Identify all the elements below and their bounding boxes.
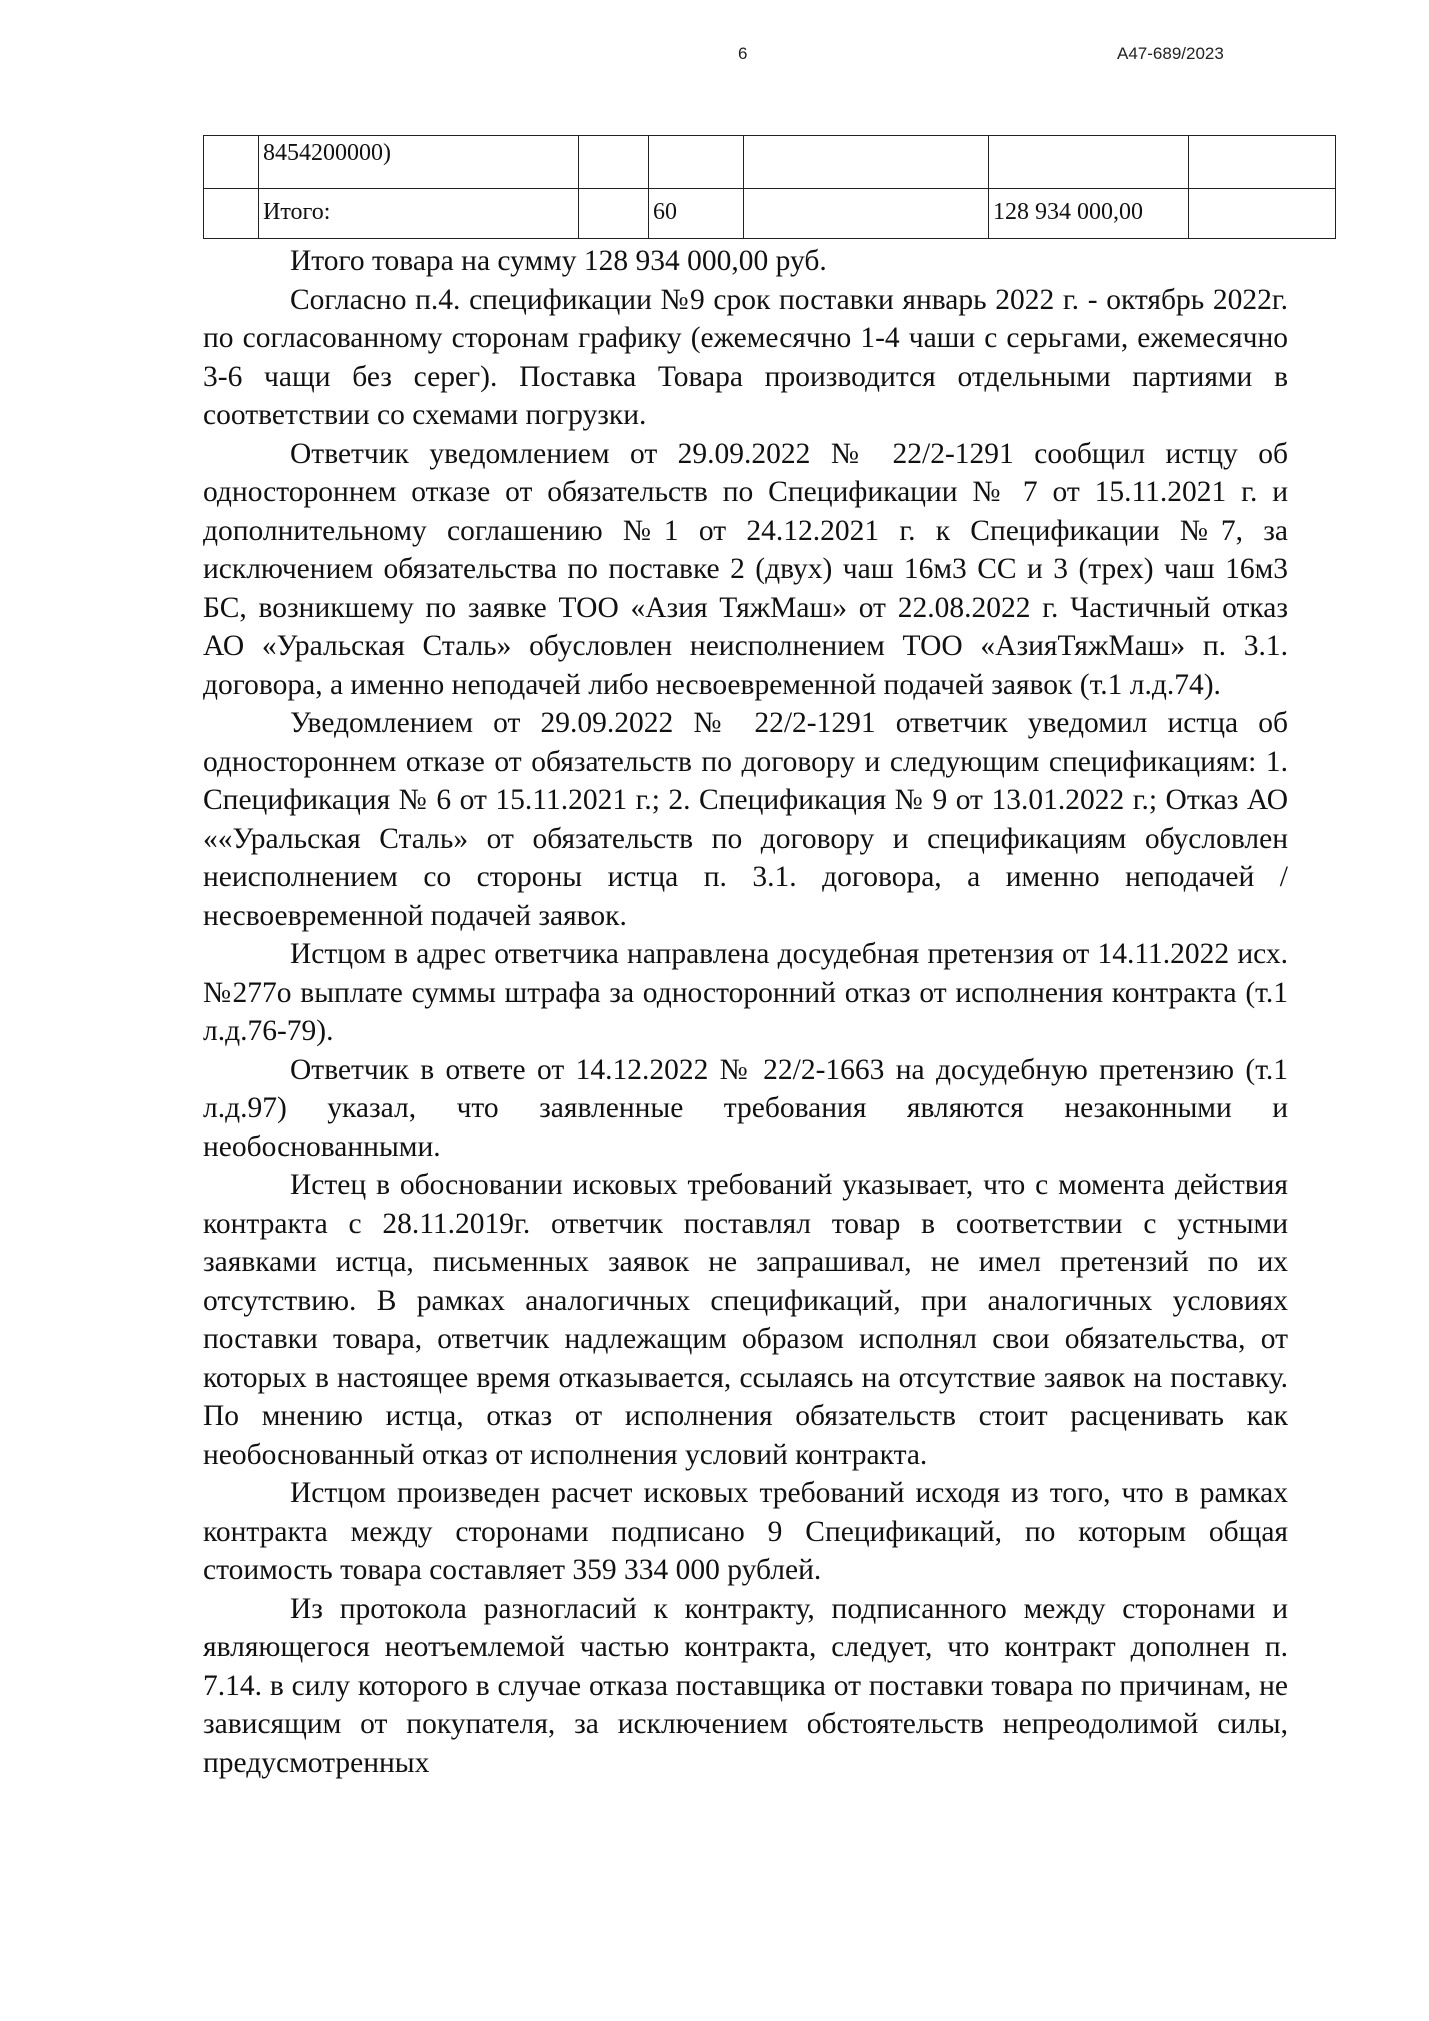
table-cell	[1189, 189, 1336, 239]
table-cell	[744, 136, 989, 189]
table-cell	[1189, 136, 1336, 189]
page-number: 6	[738, 44, 748, 63]
paragraph-protocol-disagreements: Из протокола разногласий к контракту, подписанного между сторонами и являющегося неотъемлемой частью контракта, следует, что контракт дополнен п. 7.14. в силу которого в случае отказа поставщика от поставки товара по причинам, не зависящим от покупателя, за исключением обстоятельств непреодолимой силы, предусмотренных	[203, 1592, 1288, 1779]
paragraph-specification-9: Согласно п.4. спецификации №9 срок поставки январь 2022 г. - октябрь 2022г. по согласованному сторонам графику (ежемесячно 1-4 чаши с серьгами, ежемесячно 3-6 чащи без серег). Поставка Товара производится отдельными партиями в соответствии со схемами погрузки.	[203, 283, 1288, 431]
table-cell: 8454200000)	[259, 136, 579, 189]
table-cell	[204, 136, 259, 189]
paragraph-partial-refusal: Ответчик уведомлением от 29.09.2022 № 22/2-1291 сообщил истцу об одностороннем отказе от обязательств по Спецификации № 7 от 15.11.2021 г. и дополнительному соглашению №1 от 24.12.2021 г. к Спецификации №7, за исключением обязательства по поставке 2 (двух) чаш 16м3 СС и 3 (трех) чаш 16м3 БС, возникшему по заявке ТОО «Азия ТяжМаш» от 22.08.2022 г. Частичный отказ АО «Уральская Сталь» обусловлен неисполнением ТОО «АзияТяжМаш» п. 3.1. договора, а именно неподачей либо несвоевременной подачей заявок (т.1 л.д.74).	[203, 437, 1288, 701]
paragraph-defendant-response: Ответчик в ответе от 14.12.2022 № 22/2-1663 на досудебную претензию (т.1 л.д.97) указал, что заявленные требования являются незаконными и необоснованными.	[203, 1053, 1288, 1163]
total-amount-cell: 128 934 000,00	[989, 189, 1189, 239]
table-cell	[744, 189, 989, 239]
table-cell	[579, 136, 649, 189]
table-cell	[579, 189, 649, 239]
page-header	[0, 44, 1429, 68]
table-cell	[204, 189, 259, 239]
case-number: А47-689/2023	[1117, 44, 1224, 63]
table-row-total	[204, 189, 1336, 239]
total-quantity-cell: 60	[649, 189, 744, 239]
table-cell	[989, 136, 1189, 189]
total-label-cell: Итого:	[259, 189, 579, 239]
paragraph-plaintiff-argument: Истец в обосновании исковых требований указывает, что с момента действия контракта с 28.11.2019г. ответчик поставлял товар в соответствии с устными заявками истца, письменных заявок не запрашивал, не имел претензий по их отсутствию. В рамках аналогичных спецификаций, при аналогичных условиях поставки товара, ответчик надлежащим образом исполнял свои обязательства, от которых в настоящее время отказывается, ссылаясь на отсутствие заявок на поставку. По мнению истца, отказ от исполнения обязательств стоит расценивать как необоснованный отказ от исполнения условий контракта.	[203, 1169, 1288, 1471]
paragraph-claim-calculation: Истцом произведен расчет исковых требований исходя из того, что в рамках контракта между сторонами подписано 9 Спецификаций, по которым общая стоимость товара составляет 359 334 000 рублей.	[203, 1477, 1288, 1586]
paragraph-pretrial-claim: Истцом в адрес ответчика направлена досудебная претензия от 14.11.2022 исх. №277о выплате суммы штрафа за односторонний отказ от исполнения контракта (т.1 л.д.76-79).	[203, 938, 1288, 1047]
document-body	[203, 242, 1288, 1782]
paragraph-total-amount: Итого товара на сумму 128 934 000,00 руб.	[290, 245, 827, 277]
table-row	[204, 136, 1336, 189]
specification-table	[203, 135, 1336, 239]
table-cell	[649, 136, 744, 189]
paragraph-unilateral-refusal: Уведомлением от 29.09.2022 № 22/2-1291 ответчик уведомил истца об одностороннем отказе от обязательств по договору и следующим спецификациям: 1. Спецификация № 6 от 15.11.2021 г.; 2. Спецификация № 9 от 13.01.2022 г.; Отказ АО ««Уральская Сталь» от обязательств по договору и спецификациям обусловлен неисполнением со стороны истца п. 3.1. договора, а именно неподачей /несвоевременной подачей заявок.	[203, 707, 1288, 932]
